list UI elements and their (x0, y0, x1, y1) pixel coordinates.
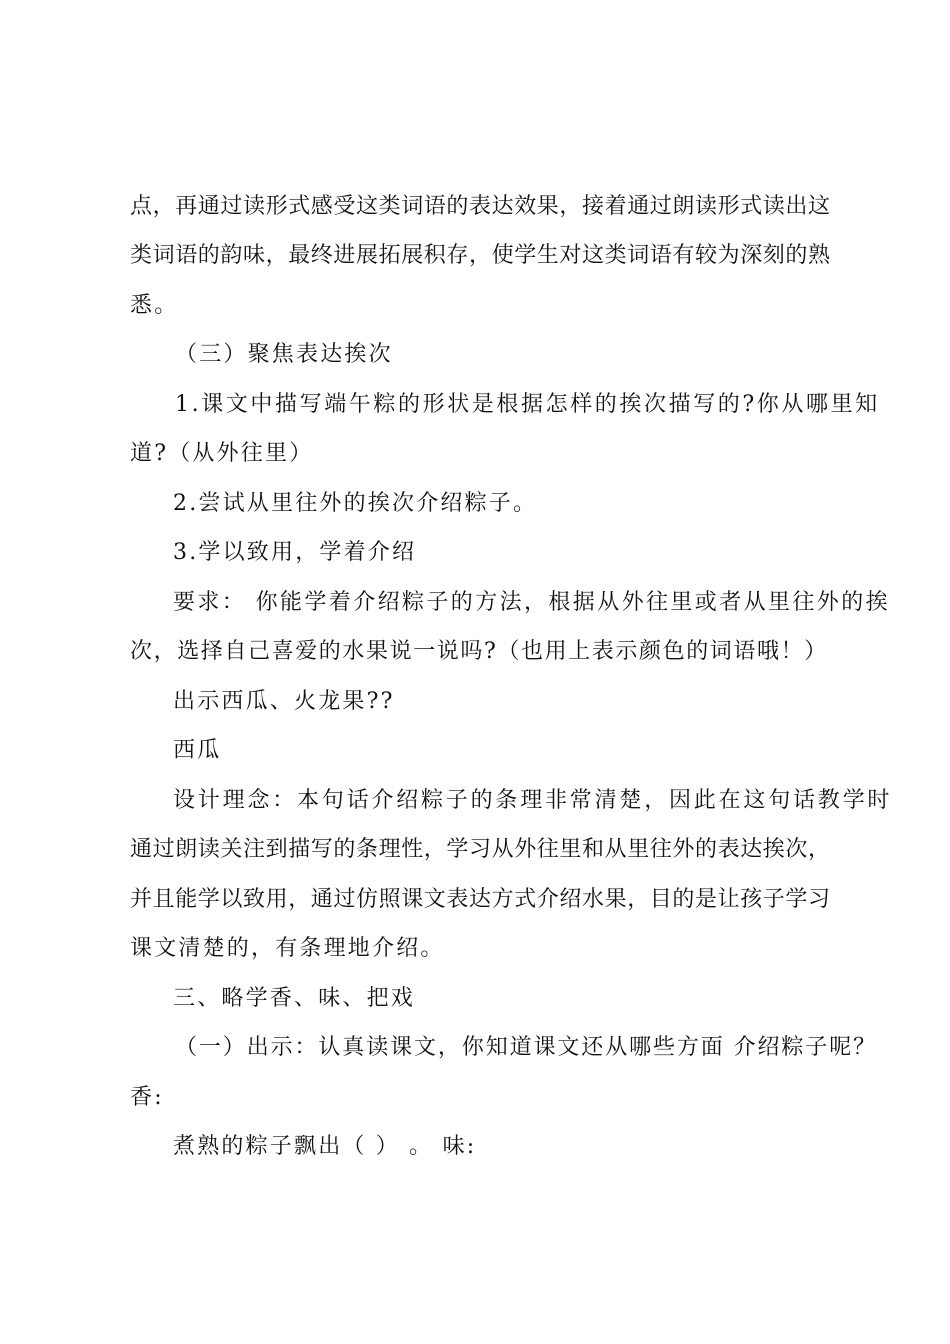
text-line: 香: (130, 1085, 164, 1110)
text-line: 次，选择自己喜爱的水果说一说吗?（也用上表示颜色的词语哦！） (130, 639, 828, 664)
section-heading: （三）聚焦表达挨次 (175, 342, 393, 367)
text-line: 出示西瓜、火龙果?? (173, 689, 395, 714)
section-heading: 三、略学香、味、把戏 (173, 986, 416, 1011)
text-line: 并且能学以致用，通过仿照课文表达方式介绍水果，目的是让孩子学习 (130, 887, 830, 912)
text-line: 道?（从外往里） (130, 441, 314, 466)
text-line: 2.尝试从里往外的挨次介绍粽子。 (173, 491, 538, 516)
text-line: 通过朗读关注到描写的条理性，学习从外往里和从里往外的表达挨次， (130, 837, 830, 862)
text-line: 点，再通过读形式感受这类词语的表达效果，接着通过朗读形式读出这 (130, 194, 830, 219)
text-line: 3.学以致用，学着介绍 (173, 540, 417, 565)
text-line: （一）出示：认真读课文，你知道课文还从哪些方面 介绍粽子呢？ (175, 1035, 877, 1060)
text-line: 类词语的韵味，最终进展拓展积存，使学生对这类词语有较为深刻的熟 (130, 243, 830, 268)
text-line: 要求： 你能学着介绍粽子的方法，根据从外往里或者从里往外的挨 (173, 590, 890, 615)
text-line: 1.课文中描写端午粽的形状是根据怎样的挨次描写的?你从哪里知 (175, 392, 880, 417)
text-line: 悉。 (130, 293, 179, 318)
text-line: 西瓜 (173, 738, 222, 763)
text-line: 课文清楚的，有条理地介绍。 (130, 936, 445, 961)
text-line: 煮熟的粽子飘出（ ） 。 味: (173, 1134, 477, 1159)
text-line: 设计理念：本句话介绍粽子的条理非常清楚，因此在这句话教学时 (173, 788, 893, 813)
